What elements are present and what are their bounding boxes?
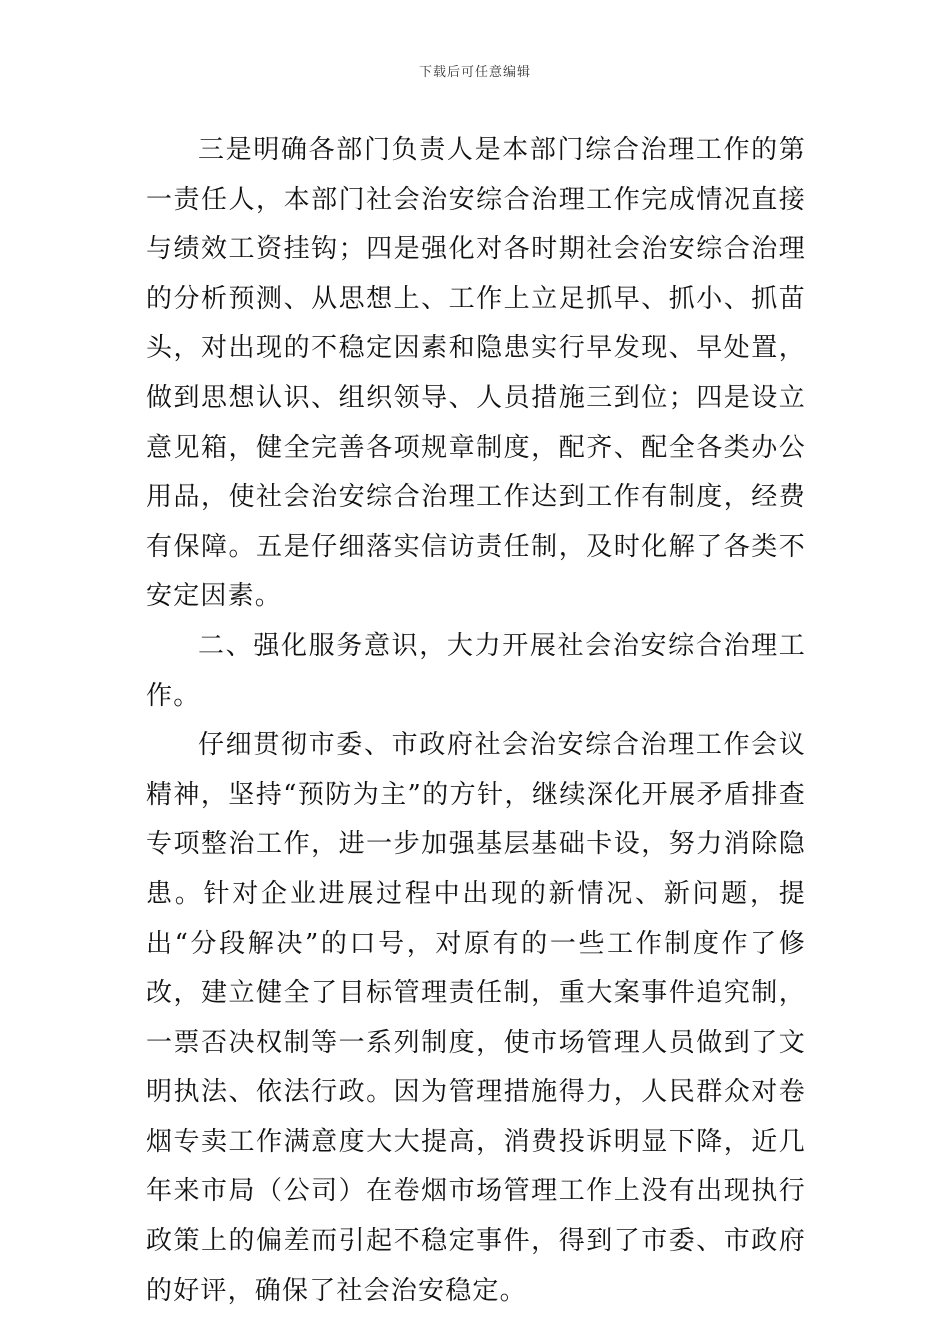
section-heading-service: 二、强化服务意识，大力开展社会治安综合治理工作。 — [146, 630, 806, 711]
paragraph-duties: 三是明确各部门负责人是本部门综合治理工作的第一责任人，本部门社会治安综合治理工作完成情况直接与绩效工资挂钩；四是强化对各时期社会治安综合治理的分析预测、从思想上、工作上立足抓早、抓小、抓苗头，对出现的不稳定因素和隐患实行早发现、早处置，做到思想认识、组织领导、人员措施三到位；四是设立意见箱，健全完善各项规章制度，配齐、配全各类办公用品，使社会治安综合治理工作达到工作有制度，经费有保障。五是仔细落实信访责任制，及时化解了各类不安定因素。 — [146, 135, 806, 612]
document-body — [146, 126, 806, 1316]
page-header: 下载后可任意编辑 — [418, 65, 531, 80]
paragraph-implementation: 仔细贯彻市委、市政府社会治安综合治理工作会议精神，坚持“预防为主”的方针，继续深化开展矛盾排查专项整治工作，进一步加强基层基础卡设，努力消除隐患。针对企业进展过程中出现的新情况、新问题，提出“分段解决”的口号，对原有的一些工作制度作了修改，建立健全了目标管理责任制，重大案事件追究制，一票否决权制等一系列制度，使市场管理人员做到了文明执法、依法行政。因为管理措施得力，人民群众对卷烟专卖工作满意度大大提高，消费投诉明显下降，近几年来市局（公司）在卷烟市场管理工作上没有出现执行政策上的偏差而引起不稳定事件，得到了市委、市政府的好评，确保了社会治安稳定。 — [146, 730, 806, 1306]
